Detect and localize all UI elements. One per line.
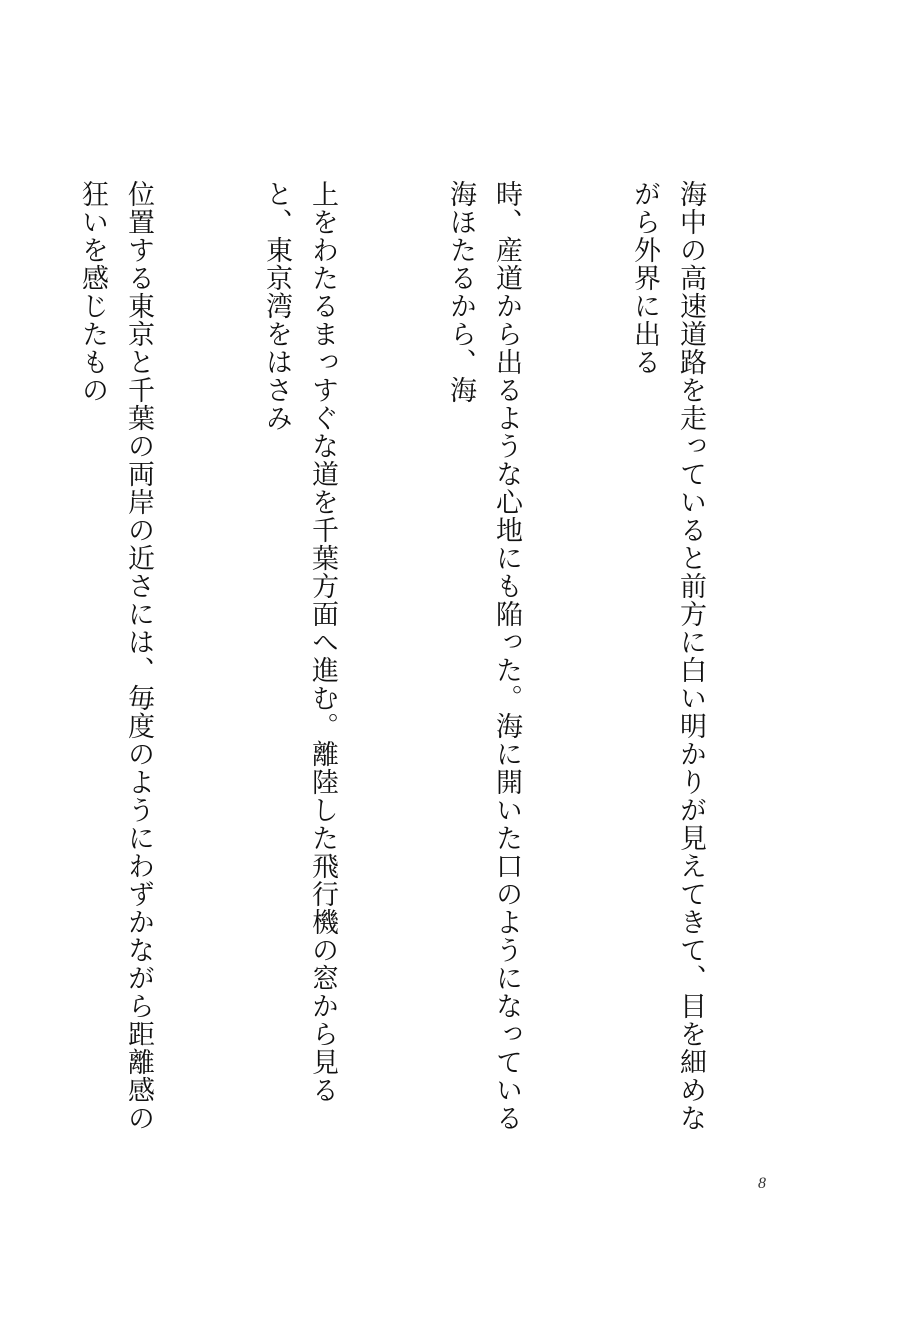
vertical-text-body (0, 180, 805, 1140)
text-line: 位置する東京と千葉の両岸の近さには、毎度のようにわずかながら距離感の狂いを感じたもの (77, 180, 154, 1132)
page-number: 8 (758, 1175, 766, 1192)
text-line: 上をわたるまっすぐな道を千葉方面へ進む。離陸した飛行機の窓から見ると、東京湾をはさみ (261, 180, 338, 1104)
text-line: 時、産道から出るような心地にも陥った。海に開いた口のようになっている海ほたるから、海 (445, 180, 522, 1132)
text-line: 海中の高速道路を走っていると前方に白い明かりが見えてきて、目を細めながら外界に出る (629, 180, 706, 1132)
